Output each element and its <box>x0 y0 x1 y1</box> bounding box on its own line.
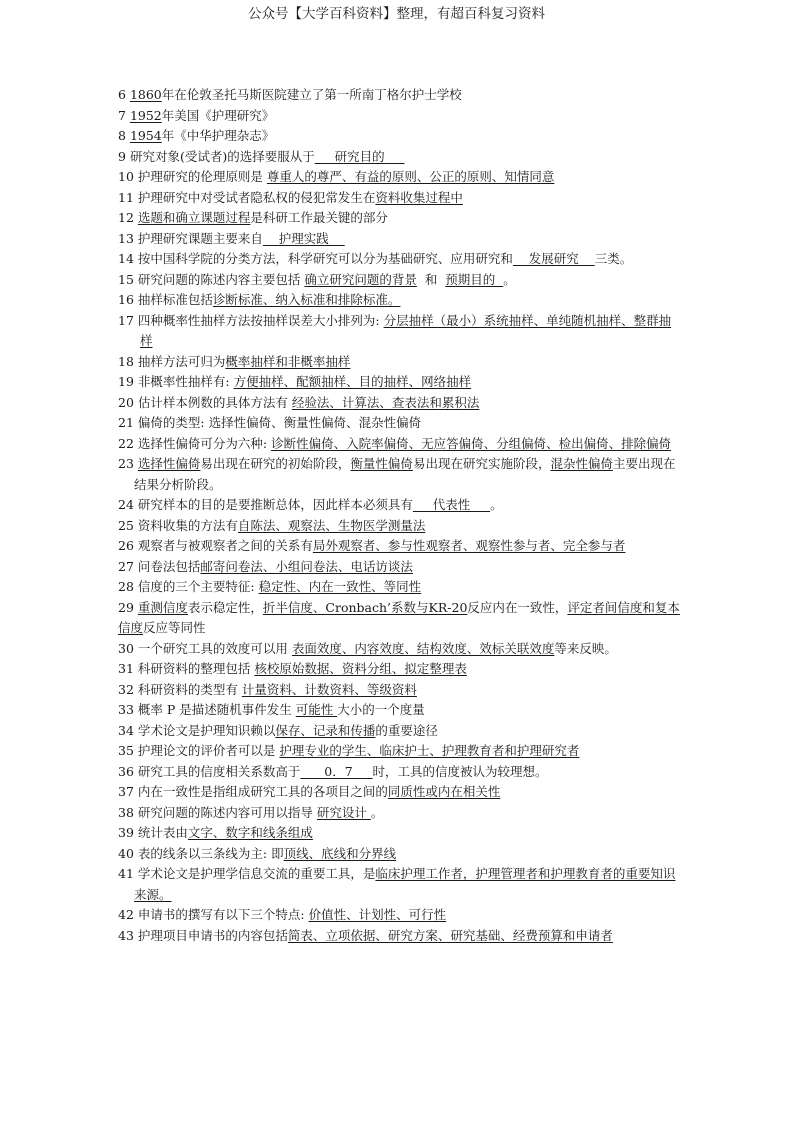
list-item <box>118 844 683 865</box>
item-text: 四种概率性抽样方法按抽样误差大小排列为: <box>137 312 384 328</box>
list-item <box>118 393 683 414</box>
item-text: 。 <box>490 497 503 512</box>
item-text: 观察者与被观察者之间的关系有 <box>137 538 313 553</box>
item-text: 申请书的撰写有以下三个特点: <box>137 907 309 922</box>
item-number: 41 <box>118 866 138 881</box>
item-number: 16 <box>118 292 138 307</box>
item-number: 24 <box>118 497 138 512</box>
answer-text: 研究目的 <box>314 148 405 164</box>
list-item <box>118 352 683 373</box>
item-text: 科研资料的整理包括 <box>137 661 255 676</box>
answer-text: 保存、记录和传播 <box>275 722 376 738</box>
item-number: 39 <box>118 825 138 840</box>
list-item <box>118 782 683 803</box>
item-number: 26 <box>118 538 138 553</box>
item-text: 。 <box>370 804 384 820</box>
item-text: 抽样方法可归为 <box>137 353 226 369</box>
item-number: 13 <box>118 230 138 246</box>
list-item <box>118 454 683 495</box>
item-number: 22 <box>118 435 138 451</box>
item-text: 研究问题的陈述内容可用以指导 <box>137 804 317 820</box>
item-text: 是科研工作最关键的部分 <box>250 210 388 225</box>
item-number: 37 <box>118 784 138 799</box>
answer-text: 选择性偏倚 <box>137 456 201 471</box>
answer-text: 尊重人的尊严、有益的原则、公正的原则、知情同意 <box>266 169 555 184</box>
list-item <box>118 372 683 393</box>
item-number: 29 <box>118 599 138 615</box>
list-item <box>118 864 683 905</box>
item-number: 9 <box>118 148 130 164</box>
item-text: 时，工具的信度被认为较理想。 <box>372 763 548 779</box>
item-number: 35 <box>118 743 138 758</box>
list-item <box>118 516 683 537</box>
item-text: 反应内在一致性， <box>467 599 568 615</box>
item-text: 科研资料的类型有 <box>137 681 242 697</box>
item-text: 统计表由 <box>137 825 188 840</box>
item-text: 护理研究课题主要来自 <box>137 230 263 246</box>
item-text: 年美国《护理研究》 <box>161 107 275 123</box>
answer-text: 评定者间信度和复本信度 <box>118 599 680 635</box>
item-text: 资料收集的方法有 <box>137 517 238 533</box>
answer-text: 诊断标准、纳入标准和排除标准。 <box>212 292 401 307</box>
item-text: 表的线条以三条线为主: 即 <box>137 845 284 861</box>
list-item <box>118 290 683 311</box>
item-number: 21 <box>118 415 138 430</box>
item-number: 32 <box>118 681 138 697</box>
item-number: 40 <box>118 845 138 861</box>
answer-text: 护理实践 <box>262 230 345 246</box>
item-text: 等来反映。 <box>554 640 617 656</box>
list-item <box>118 85 683 106</box>
list-item <box>118 680 683 701</box>
item-number: 17 <box>118 312 138 328</box>
item-number: 18 <box>118 353 138 369</box>
answer-text: 可能性 <box>295 702 338 717</box>
list-item <box>118 413 683 434</box>
answer-text: 选题和确立课题过程 <box>137 210 251 225</box>
item-text: 大小的一个度量 <box>337 702 425 717</box>
answer-text: 表面效度、内容效度、结构效度、效标关联效度 <box>291 640 555 656</box>
answer-text: 0．7 <box>300 763 373 779</box>
item-number: 19 <box>118 374 138 389</box>
answer-text: 稳定性、内在一致性、等同性 <box>258 579 422 594</box>
list-item <box>118 147 683 168</box>
item-number: 20 <box>118 394 138 410</box>
item-text: 和 <box>416 271 446 287</box>
item-number: 10 <box>118 169 138 184</box>
list-item <box>118 311 683 352</box>
item-number: 11 <box>118 189 138 205</box>
answer-text: 衡量性偏倚 <box>350 456 413 471</box>
list-item <box>118 495 683 516</box>
list-item <box>118 229 683 250</box>
item-number: 36 <box>118 763 138 779</box>
answer-text: 局外观察者、参与性观察者、观察性参与者、完全参与者 <box>312 538 626 553</box>
answer-text: 概率抽样和非概率抽样 <box>225 353 351 369</box>
item-number: 6 <box>118 87 130 102</box>
item-number: 27 <box>118 558 138 574</box>
item-number: 14 <box>118 251 138 266</box>
answer-text: 简表、立项依据、研究方案、研究基础、经费预算和申请者 <box>287 927 613 943</box>
list-item <box>118 577 683 598</box>
item-text: 非概率性抽样有: <box>137 374 234 389</box>
list-item <box>118 167 683 188</box>
list-item <box>118 741 683 762</box>
list-item <box>118 188 683 209</box>
item-text: 偏倚的类型: 选择性偏倚、衡量性偏倚、混杂性偏倚 <box>137 415 422 430</box>
list-item <box>118 270 683 291</box>
item-number: 43 <box>118 927 138 943</box>
list-item <box>118 249 683 270</box>
answer-text: 邮寄问卷法、小组问卷法、电话访谈法 <box>200 558 413 574</box>
item-text: 抽样标准包括 <box>137 292 213 307</box>
item-text: 研究问题的陈述内容主要包括 <box>137 271 305 287</box>
answer-text: 混杂性偏倚 <box>550 456 613 471</box>
answer-text: 自陈法、观察法、生物医学测量法 <box>237 517 426 533</box>
answer-text: 发展研究 <box>512 251 595 266</box>
item-number: 34 <box>118 722 138 738</box>
list-item <box>118 926 683 947</box>
answer-text: 诊断性偏倚、入院率偏倚、无应答偏倚、分组偏倚、检出偏倚、排除偏倚 <box>271 435 672 451</box>
item-text: 易出现在研究的初始阶段， <box>200 456 351 471</box>
answer-text: 代表性 <box>412 497 491 512</box>
list-item <box>118 762 683 783</box>
item-text: 一个研究工具的效度可以用 <box>137 640 292 656</box>
list-item <box>118 106 683 127</box>
item-text: 。 <box>503 271 516 287</box>
item-number: 23 <box>118 456 138 471</box>
list-item <box>118 639 683 660</box>
item-text: 学术论文是护理知识赖以 <box>137 722 276 738</box>
document-body <box>118 85 683 946</box>
item-text: 按中国科学院的分类方法，科学研究可以分为基础研究、应用研究和 <box>137 251 513 266</box>
item-text: 三类。 <box>594 251 633 266</box>
item-text: 研究样本的目的是要推断总体，因此样本必须具有 <box>137 497 413 512</box>
list-item <box>118 126 683 147</box>
answer-text: 分层抽样（最小）系统抽样、单纯随机抽样、整群抽样 <box>140 312 672 348</box>
item-text: 学术论文是护理学信息交流的重要工具，是 <box>137 866 376 881</box>
answer-text: 核校原始数据、资料分组、拟定整理表 <box>254 661 467 676</box>
item-text: 护理研究的伦理原则是 <box>137 169 267 184</box>
list-item <box>118 803 683 824</box>
list-item <box>118 557 683 578</box>
item-number: 33 <box>118 702 138 717</box>
list-item <box>118 598 683 639</box>
item-number: 30 <box>118 640 138 656</box>
item-number: 38 <box>118 804 138 820</box>
answer-text: 资料收集过程中 <box>375 189 463 205</box>
item-text: 年《中华护理杂志》 <box>161 128 275 143</box>
answer-text: 1860 <box>129 87 162 102</box>
answer-text: 确立研究问题的背景 <box>304 271 417 287</box>
item-text: 信度的三个主要特征: <box>137 579 259 594</box>
item-number: 42 <box>118 907 138 922</box>
item-text: 内在一致性是指组成研究工具的各项目之间的 <box>137 784 388 799</box>
item-number: 15 <box>118 271 138 287</box>
item-text: 问卷法包括 <box>137 558 201 574</box>
item-text: 选择性偏倚可分为六种: <box>137 435 272 451</box>
answer-text: 研究设计 <box>316 804 371 820</box>
item-number: 12 <box>118 210 138 225</box>
list-item <box>118 905 683 926</box>
list-item <box>118 434 683 455</box>
answer-text: 计量资料、计数资料、等级资料 <box>241 681 417 697</box>
list-item <box>118 536 683 557</box>
list-item <box>118 700 683 721</box>
page-header: 公众号【大学百科资料】整理，有超百科复习资料 <box>248 6 545 22</box>
item-number: 7 <box>118 107 130 123</box>
answer-text: 价值性、计划性、可行性 <box>308 907 447 922</box>
item-number: 31 <box>118 661 138 676</box>
item-text: 表示稳定性， <box>187 599 263 615</box>
item-text: 易出现在研究实施阶段， <box>412 456 551 471</box>
list-item <box>118 823 683 844</box>
answer-text: 1954 <box>129 128 162 143</box>
item-text: 概率 P 是描述随机事件发生 <box>137 702 296 717</box>
answer-text: 临床护理工作者，护理管理者和护理教育者的重要知识来源。 <box>134 866 676 902</box>
item-text: 主要出现在结果分析阶段。 <box>134 456 676 492</box>
answer-text: 重测信度 <box>137 599 188 615</box>
answer-text: 文字、数字和线条组成 <box>187 825 313 840</box>
item-text: 护理研究中对受试者隐私权的侵犯常发生在 <box>137 189 376 205</box>
item-text: 研究对象(受试者)的选择要服从于 <box>129 148 315 164</box>
answer-text: 顶线、底线和分界线 <box>283 845 397 861</box>
list-item <box>118 659 683 680</box>
item-text: 护理论文的评价者可以是 <box>137 743 280 758</box>
item-text: 的重要途径 <box>375 722 438 738</box>
list-item <box>118 721 683 742</box>
item-number: 28 <box>118 579 138 594</box>
answer-text: 方便抽样、配额抽样、目的抽样、网络抽样 <box>233 374 472 389</box>
list-item <box>118 208 683 229</box>
answer-text: 预期目的 <box>445 271 504 287</box>
answer-text: 护理专业的学生、临床护士、护理教育者和护理研究者 <box>279 743 580 758</box>
answer-text: 折半信度、Cronbach’系数与KR-20 <box>262 599 468 615</box>
answer-text: 1952 <box>129 107 162 123</box>
item-text: 年在伦敦圣托马斯医院建立了第一所南丁格尔护士学校 <box>161 87 462 102</box>
item-number: 8 <box>118 128 130 143</box>
item-text: 护理项目申请书的内容包括 <box>137 927 288 943</box>
answer-text: 经验法、计算法、查表法和累积法 <box>291 394 480 410</box>
item-text: 研究工具的信度相关系数高于 <box>137 763 301 779</box>
item-number: 25 <box>118 517 138 533</box>
item-text: 反应等同性 <box>143 620 206 635</box>
answer-text: 同质性或内在相关性 <box>387 784 501 799</box>
item-text: 估计样本例数的具体方法有 <box>137 394 292 410</box>
